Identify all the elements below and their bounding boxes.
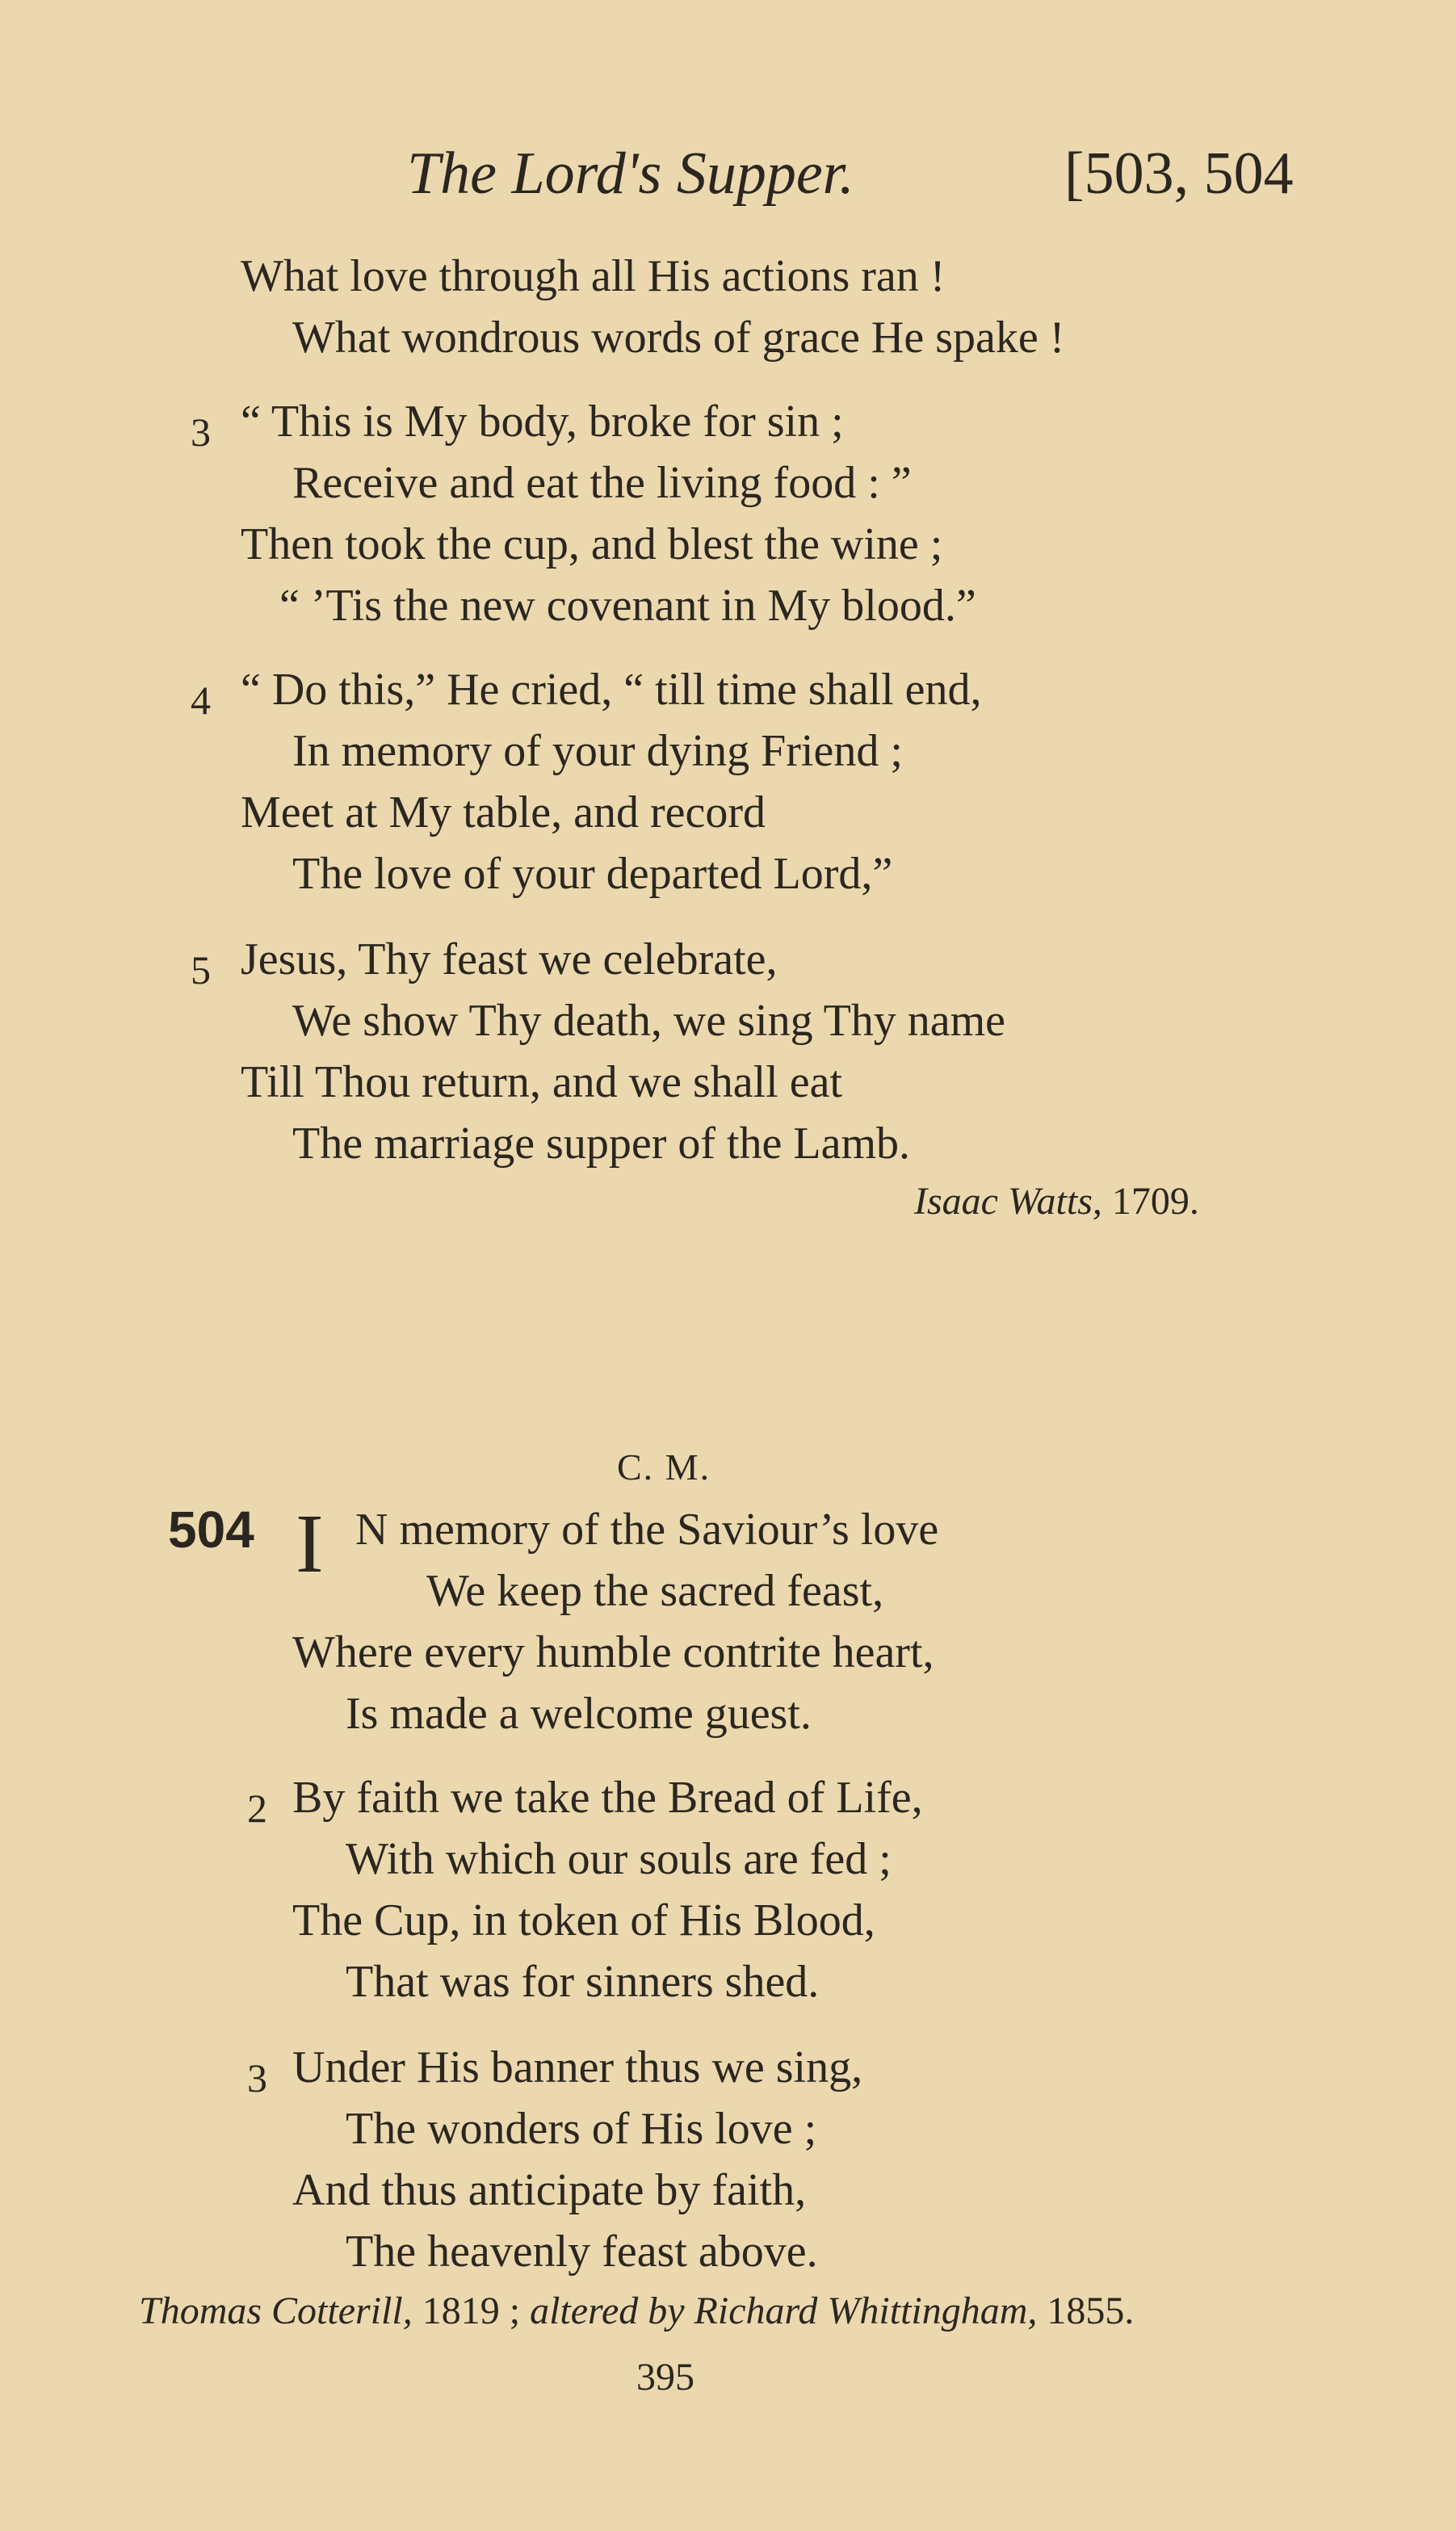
page-number: 395	[636, 2356, 694, 2399]
verse-line: That was for sinners shed.	[346, 1957, 820, 2007]
verse-line: The wonders of His love ;	[346, 2104, 817, 2154]
attribution-503	[914, 1182, 1199, 1221]
meter-label: C. M.	[617, 1446, 711, 1488]
attribution-author: Isaac Watts,	[914, 1180, 1102, 1223]
attribution-altered: altered by Richard Whittingham,	[530, 2290, 1038, 2332]
verse-line: The love of your departed Lord,”	[292, 849, 893, 899]
verse-number: 3	[247, 2055, 267, 2101]
verse-number: 3	[191, 409, 211, 455]
verse-line: Under His banner thus we sing,	[292, 2042, 863, 2092]
verse-line: Is made a welcome guest.	[346, 1689, 812, 1739]
verse-number: 2	[247, 1786, 267, 1831]
verse-line: In memory of your dying Friend ;	[292, 726, 903, 776]
verse-number: 4	[191, 678, 211, 723]
attribution-504	[139, 2292, 1134, 2331]
verse-line: Then took the cup, and blest the wine ;	[241, 519, 943, 569]
verse-line: Jesus, Thy feast we celebrate,	[241, 934, 778, 984]
drop-cap: I	[296, 1497, 324, 1590]
verse-line: “ This is My body, broke for sin ;	[241, 397, 844, 447]
running-header-hymn-numbers: [503, 504	[1064, 141, 1294, 207]
verse-line: What love through all His actions ran !	[241, 251, 946, 301]
verse-number: 5	[191, 947, 211, 993]
hymn-number: 504	[168, 1501, 254, 1559]
attribution-author: Thomas Cotterill,	[139, 2290, 413, 2332]
attribution-year: 1819 ;	[422, 2290, 521, 2332]
verse-line: N memory of the Saviour’s love	[355, 1505, 939, 1555]
verse-line: And thus anticipate by faith,	[292, 2165, 807, 2215]
verse-line: Receive and eat the living food : ”	[292, 458, 912, 508]
verse-line: “ ’Tis the new covenant in My blood.”	[279, 581, 976, 631]
verse-line: By faith we take the Bread of Life,	[292, 1773, 923, 1823]
verse-line: With which our souls are fed ;	[346, 1834, 892, 1884]
attribution-year: 1709.	[1111, 1180, 1199, 1223]
verse-line: We show Thy death, we sing Thy name	[292, 996, 1006, 1046]
verse-line: Where every humble contrite heart,	[292, 1627, 934, 1677]
verse-line: The marriage supper of the Lamb.	[292, 1119, 911, 1169]
verse-line: “ Do this,” He cried, “ till time shall end,	[241, 665, 982, 715]
verse-line: What wondrous words of grace He spake !	[292, 313, 1065, 363]
verse-line: The Cup, in token of His Blood,	[292, 1895, 875, 1945]
verse-line: Till Thou return, and we shall eat	[241, 1057, 843, 1107]
verse-line: Meet at My table, and record	[241, 787, 766, 837]
verse-line: The heavenly feast above.	[346, 2227, 818, 2277]
attribution-year: 1855.	[1047, 2290, 1135, 2332]
running-header-title: The Lord's Supper.	[407, 141, 854, 207]
verse-line: We keep the sacred feast,	[426, 1566, 884, 1616]
